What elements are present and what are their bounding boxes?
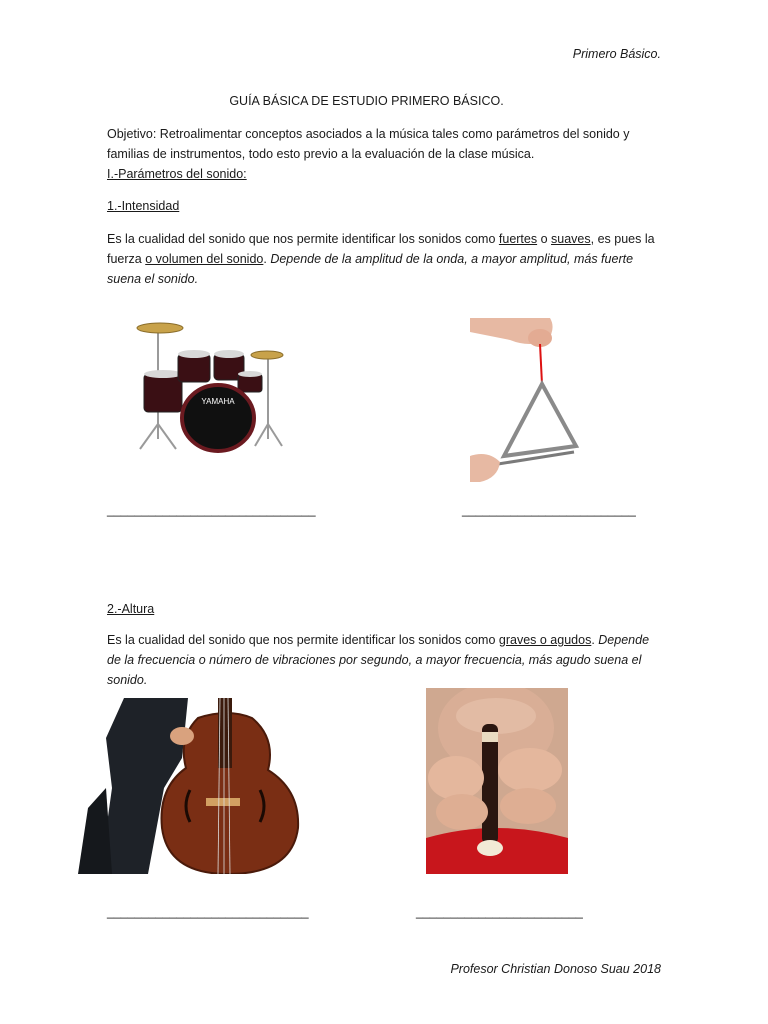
intensidad-text-4: fuerza — [107, 252, 146, 266]
section-heading-parametros: I.-Parámetros del sonido: — [107, 167, 247, 181]
intensidad-text-2: o — [537, 232, 552, 246]
drum-kit-image — [130, 314, 290, 462]
answer-blank-4[interactable]: ________________________ — [416, 905, 583, 919]
intensidad-italic-2: suena el sonido. — [107, 272, 199, 286]
word-suaves: suaves — [551, 232, 591, 246]
answer-blank-1[interactable]: ______________________________ — [107, 503, 316, 517]
triangle-instrument-icon — [470, 318, 630, 482]
double-bass-image — [78, 698, 324, 874]
answer-blank-2[interactable]: _________________________ — [462, 503, 636, 517]
triangle-image — [470, 318, 630, 482]
document-title: GUÍA BÁSICA DE ESTUDIO PRIMERO BÁSICO. — [229, 94, 504, 108]
intensidad-text-5: . — [263, 252, 271, 266]
drum-kit-icon — [130, 314, 290, 462]
heading-altura: 2.-Altura — [107, 602, 155, 616]
altura-italic-2: de la frecuencia o número de vibraciones por segundo, a mayor frecuencia, más agudo suena el — [107, 653, 642, 667]
recorder-flute-image — [426, 688, 568, 874]
altura-text-2: . — [591, 633, 599, 647]
page-footer: Profesor Christian Donoso Suau 2018 — [450, 962, 661, 976]
altura-italic-3: sonido. — [107, 673, 148, 687]
answer-blank-3[interactable]: _____________________________ — [107, 905, 309, 919]
word-fuertes: fuertes — [498, 232, 538, 246]
intensidad-text-3: , es pues la — [590, 232, 655, 246]
drum-brand-label: YAMAHA — [201, 397, 235, 406]
phrase-volumen: o volumen del sonido — [145, 252, 264, 266]
altura-italic-1: Depende — [598, 633, 650, 647]
altura-text-1: Es la cualidad del sonido que nos permite identificar los sonidos como — [107, 633, 499, 647]
intensidad-paragraph — [107, 229, 667, 289]
recorder-flute-icon — [426, 688, 568, 874]
altura-paragraph — [107, 630, 667, 690]
objective-line-2: familias de instrumentos, todo esto previo a la evaluación de la clase música. — [107, 147, 535, 161]
objective-paragraph — [107, 124, 667, 184]
double-bass-icon — [78, 698, 324, 874]
page-header: Primero Básico. — [572, 47, 661, 61]
heading-intensidad: 1.-Intensidad — [107, 199, 180, 213]
objective-line-1: Objetivo: Retroalimentar conceptos asociados a la música tales como parámetros del sonido y — [107, 127, 630, 141]
intensidad-text-1: Es la cualidad del sonido que nos permite identificar los sonidos como — [107, 232, 499, 246]
phrase-graves-agudos: graves o agudos — [498, 633, 592, 647]
intensidad-italic-1: Depende de la amplitud de la onda, a mayor amplitud, más fuerte — [270, 252, 634, 266]
